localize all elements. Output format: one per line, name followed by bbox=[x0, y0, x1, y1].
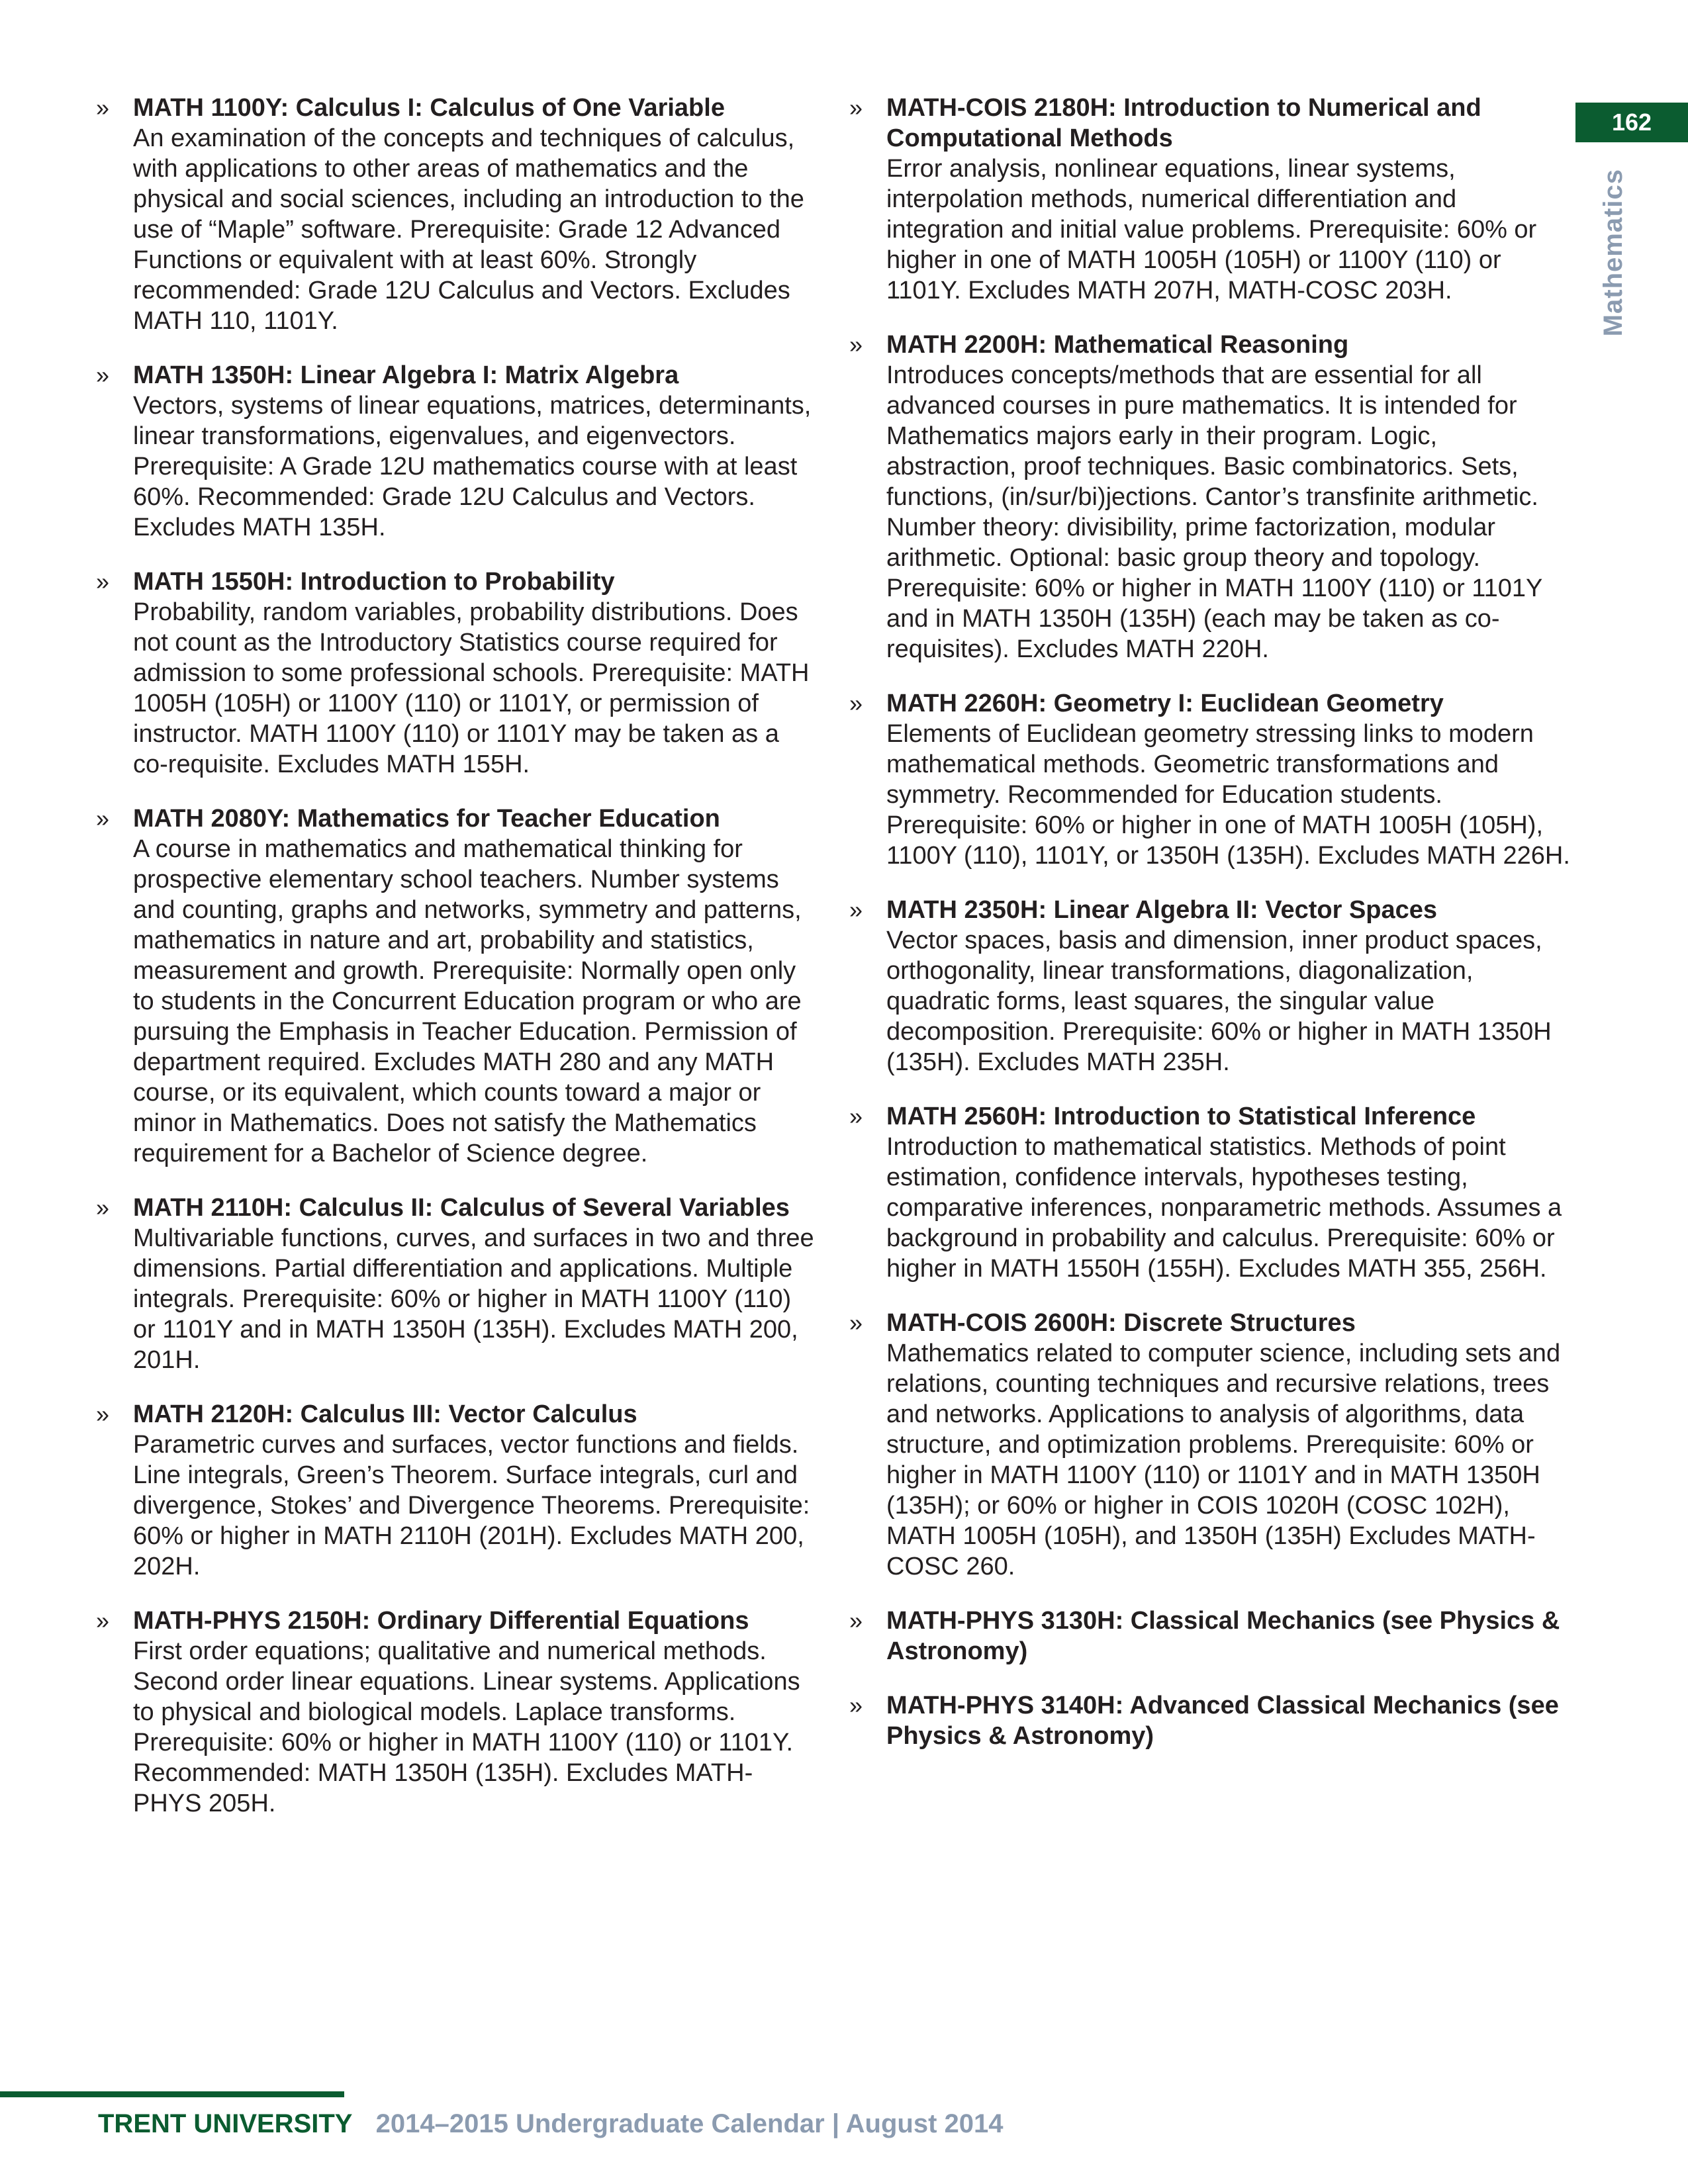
right-column bbox=[849, 93, 1571, 1775]
course-entry bbox=[849, 1606, 1571, 1666]
course-entry bbox=[849, 330, 1571, 664]
bullet-icon: » bbox=[96, 1194, 110, 1221]
course-description: Error analysis, nonlinear equations, linear systems, interpolation methods, numerical differentiation and integration and initial value problems. Prerequisite: 60% or higher in one of MATH 1005H (105H) or 1100Y (110) or 1101Y. Excludes MATH 207H, MATH-COSC 203H. bbox=[886, 155, 1537, 304]
course-entry bbox=[849, 895, 1571, 1077]
bullet-icon: » bbox=[96, 94, 110, 121]
course-entry bbox=[96, 1193, 818, 1375]
bullet-icon: » bbox=[96, 805, 110, 832]
course-entry bbox=[849, 93, 1571, 306]
course-entry bbox=[96, 93, 818, 336]
course-title: MATH 2560H: Introduction to Statistical Inference bbox=[886, 1103, 1476, 1130]
bullet-icon: » bbox=[96, 568, 110, 595]
course-entry bbox=[96, 1606, 818, 1819]
left-column bbox=[96, 93, 818, 1843]
course-title: MATH 2080Y: Mathematics for Teacher Education bbox=[133, 805, 720, 833]
course-description: Vectors, systems of linear equations, matrices, determinants, linear transformations, eigenvalues, and eigenvectors. Prerequisite: A Grade 12U mathematics course with at least 60%. Recommended: Grade 12U Calculus and Vectors. Excludes MATH 135H. bbox=[133, 392, 812, 541]
course-entry bbox=[849, 688, 1571, 871]
bullet-icon: » bbox=[96, 361, 110, 388]
course-title: MATH-PHYS 3140H: Advanced Classical Mechanics (see Physics & Astronomy) bbox=[886, 1692, 1559, 1750]
course-entry bbox=[849, 1308, 1571, 1582]
course-description: Introduces concepts/methods that are essential for all advanced courses in pure mathematics. It is intended for Mathematics majors early in their program. Logic, abstraction, proof techniques. Basic combinatorics. Sets, functions, (in/sur/bi)jections. Cantor’s transfinite arithmetic. Number theory: divisibility, prime factorization, modular arithmetic. Optional: basic group theory and topology. Prerequisite: 60% or higher in MATH 1100Y (110) or 1101Y and in MATH 1350H (135H) (each may be taken as co-requisites). Excludes MATH 220H. bbox=[886, 361, 1542, 663]
course-title: MATH 1100Y: Calculus I: Calculus of One Variable bbox=[133, 94, 725, 122]
course-title: MATH-PHYS 3130H: Classical Mechanics (see Physics & Astronomy) bbox=[886, 1607, 1560, 1665]
course-description: Introduction to mathematical statistics. Methods of point estimation, confidence intervals, hypotheses testing, comparative inferences, nonparametric methods. Assumes a background in probability and calculus. Prerequisite: 60% or higher in MATH 1550H (155H). Excludes MATH 355, 256H. bbox=[886, 1133, 1562, 1283]
course-title: MATH 1550H: Introduction to Probability bbox=[133, 568, 615, 596]
course-description: Parametric curves and surfaces, vector functions and fields. Line integrals, Green’s Theorem. Surface integrals, curl and divergence, Stokes’ and Divergence Theorems. Prerequisite: 60% or higher in MATH 2110H (201H). Excludes MATH 200, 202H. bbox=[133, 1431, 810, 1580]
course-title: MATH 2350H: Linear Algebra II: Vector Spaces bbox=[886, 896, 1438, 924]
course-description: A course in mathematics and mathematical thinking for prospective elementary school teachers. Number systems and counting, graphs and networks, symmetry and patterns, mathematics in nature and art, probability and statistics, measurement and growth. Prerequisite: Normally open only to students in the Concurrent Education program or who are pursuing the Emphasis in Teacher Education. Permission of department required. Excludes MATH 280 and any MATH course, or its equivalent, which counts toward a major or minor in Mathematics. Does not satisfy the Mathematics requirement for a Bachelor of Science degree. bbox=[133, 835, 802, 1167]
course-entry bbox=[96, 567, 818, 780]
footer-university: TRENT UNIVERSITY bbox=[98, 2109, 353, 2138]
bullet-icon: » bbox=[849, 94, 863, 121]
course-entry bbox=[849, 1690, 1571, 1751]
course-title: MATH-COIS 2600H: Discrete Structures bbox=[886, 1309, 1356, 1337]
footer-rule bbox=[0, 2091, 344, 2097]
course-description: Multivariable functions, curves, and surfaces in two and three dimensions. Partial differentiation and applications. Multiple integrals. Prerequisite: 60% or higher in MATH 1100Y (110) or 1101Y and in MATH 1350H (135H). Excludes MATH 200, 201H. bbox=[133, 1224, 814, 1374]
section-tab: Mathematics bbox=[1599, 169, 1628, 337]
course-title: MATH 1350H: Linear Algebra I: Matrix Algebra bbox=[133, 361, 679, 389]
course-description: First order equations; qualitative and numerical methods. Second order linear equations. Linear systems. Applications to physical and biological models. Laplace transforms. Prerequisite: 60% or higher in MATH 1100Y (110) or 1101Y. Recommended: MATH 1350H (135H). Excludes MATH-PHYS 205H. bbox=[133, 1637, 800, 1817]
course-description: Probability, random variables, probability distributions. Does not count as the Introductory Statistics course required for admission to some professional schools. Prerequisite: MATH 1005H (105H) or 1100Y (110) or 1101Y, or permission of instructor. MATH 1100Y (110) or 1101Y may be taken as a co-requisite. Excludes MATH 155H. bbox=[133, 598, 810, 778]
footer-calendar: 2014–2015 Undergraduate Calendar | August 2014 bbox=[375, 2109, 1004, 2138]
course-title: MATH 2260H: Geometry I: Euclidean Geometry bbox=[886, 690, 1444, 717]
footer bbox=[98, 2109, 1004, 2139]
course-description: Mathematics related to computer science, including sets and relations, counting techniques and recursive relations, trees and networks. Applications to analysis of algorithms, data structure, and optimization problems. Prerequisite: 60% or higher in MATH 1100Y (110) or 1101Y and in MATH 1350H (135H); or 60% or higher in COIS 1020H (COSC 102H), MATH 1005H (105H), and 1350H (135H) Excludes MATH-COSC 260. bbox=[886, 1340, 1561, 1580]
course-entry bbox=[96, 360, 818, 543]
bullet-icon: » bbox=[849, 331, 863, 358]
course-title: MATH-COIS 2180H: Introduction to Numerical and Computational Methods bbox=[886, 94, 1481, 152]
page-number: 162 bbox=[1575, 103, 1688, 142]
bullet-icon: » bbox=[849, 1607, 863, 1634]
bullet-icon: » bbox=[96, 1400, 110, 1428]
course-description: An examination of the concepts and techniques of calculus, with applications to other areas of mathematics and the physical and social sciences, including an introduction to the use of “Maple” software. Prerequisite: Grade 12 Advanced Functions or equivalent with at least 60%. Strongly recommended: Grade 12U Calculus and Vectors. Excludes MATH 110, 1101Y. bbox=[133, 124, 804, 335]
bullet-icon: » bbox=[849, 1309, 863, 1336]
course-title: MATH 2120H: Calculus III: Vector Calculus bbox=[133, 1400, 637, 1428]
bullet-icon: » bbox=[96, 1607, 110, 1634]
course-entry bbox=[96, 803, 818, 1169]
bullet-icon: » bbox=[849, 690, 863, 717]
course-entry bbox=[96, 1399, 818, 1582]
bullet-icon: » bbox=[849, 1103, 863, 1130]
bullet-icon: » bbox=[849, 896, 863, 923]
course-description: Vector spaces, basis and dimension, inner product spaces, orthogonality, linear transformations, diagonalization, quadratic forms, least squares, the singular value decomposition. Prerequisite: 60% or higher in MATH 1350H (135H). Excludes MATH 235H. bbox=[886, 927, 1552, 1076]
course-title: MATH-PHYS 2150H: Ordinary Differential Equations bbox=[133, 1607, 749, 1635]
course-entry bbox=[849, 1101, 1571, 1284]
course-title: MATH 2110H: Calculus II: Calculus of Several Variables bbox=[133, 1194, 790, 1222]
course-title: MATH 2200H: Mathematical Reasoning bbox=[886, 331, 1349, 359]
bullet-icon: » bbox=[849, 1692, 863, 1719]
course-description: Elements of Euclidean geometry stressing links to modern mathematical methods. Geometric transformations and symmetry. Recommended for Education students. Prerequisite: 60% or higher in one of MATH 1005H (105H), 1100Y (110), 1101Y, or 1350H (135H). Excludes MATH 226H. bbox=[886, 720, 1570, 870]
